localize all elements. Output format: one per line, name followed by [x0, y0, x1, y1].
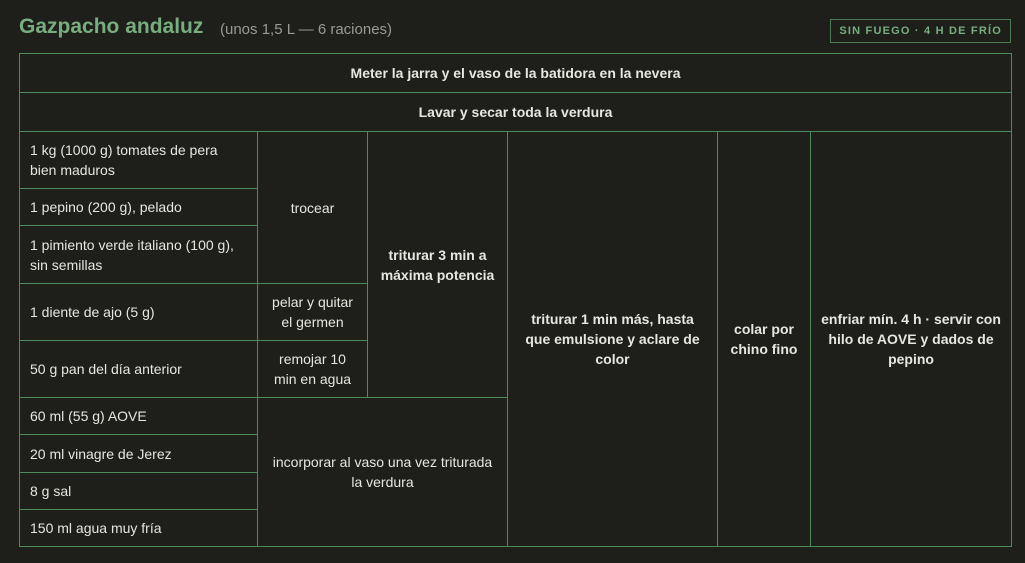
action-strain: colar por chino fino — [718, 132, 811, 547]
ingredient-oil: 60 ml (55 g) AOVE — [20, 398, 258, 435]
action-chop: trocear — [258, 132, 368, 284]
prep-row-wash — [20, 93, 1012, 132]
ingredient-vinegar: 20 ml vinagre de Jerez — [20, 435, 258, 473]
ingredient-pepper: 1 pimiento verde italiano (100 g), sin semillas — [20, 226, 258, 284]
cooking-badge: SIN FUEGO · 4 H DE FRÍO — [830, 19, 1011, 43]
ingredient-garlic: 1 diente de ajo (5 g) — [20, 284, 258, 341]
ingredient-cucumber: 1 pepino (200 g), pelado — [20, 189, 258, 226]
action-blend-1-min: triturar 1 min más, hasta que emulsione y aclare de color — [508, 132, 718, 547]
prep-row-chill — [20, 54, 1012, 93]
ingredient-tomatoes: 1 kg (1000 g) tomates de pera bien maduros — [20, 132, 258, 189]
table-row — [20, 132, 1012, 189]
action-soak-bread: remojar 10 min en agua — [258, 341, 368, 398]
action-incorporate: incorporar al vaso una vez triturada la verdura — [258, 398, 508, 547]
action-peel-garlic: pelar y quitar el germen — [258, 284, 368, 341]
ingredient-salt: 8 g sal — [20, 473, 258, 510]
recipe-yield: (unos 1,5 L — 6 raciones) — [220, 21, 393, 38]
recipe-flow-table — [19, 53, 1012, 547]
recipe-title: Gazpacho andaluz — [19, 15, 204, 38]
ingredient-bread: 50 g pan del día anterior — [20, 341, 258, 398]
recipe-header — [19, 12, 1011, 46]
ingredient-water: 150 ml agua muy fría — [20, 510, 258, 547]
action-blend-3-min: triturar 3 min a máxima potencia — [368, 132, 508, 398]
action-chill-serve: enfriar mín. 4 h · servir con hilo de AOVE y dados de pepino — [811, 132, 1012, 547]
step-chill-jug: Meter la jarra y el vaso de la batidora en la nevera — [20, 54, 1012, 93]
step-wash-vegetables: Lavar y secar toda la verdura — [20, 93, 1012, 132]
